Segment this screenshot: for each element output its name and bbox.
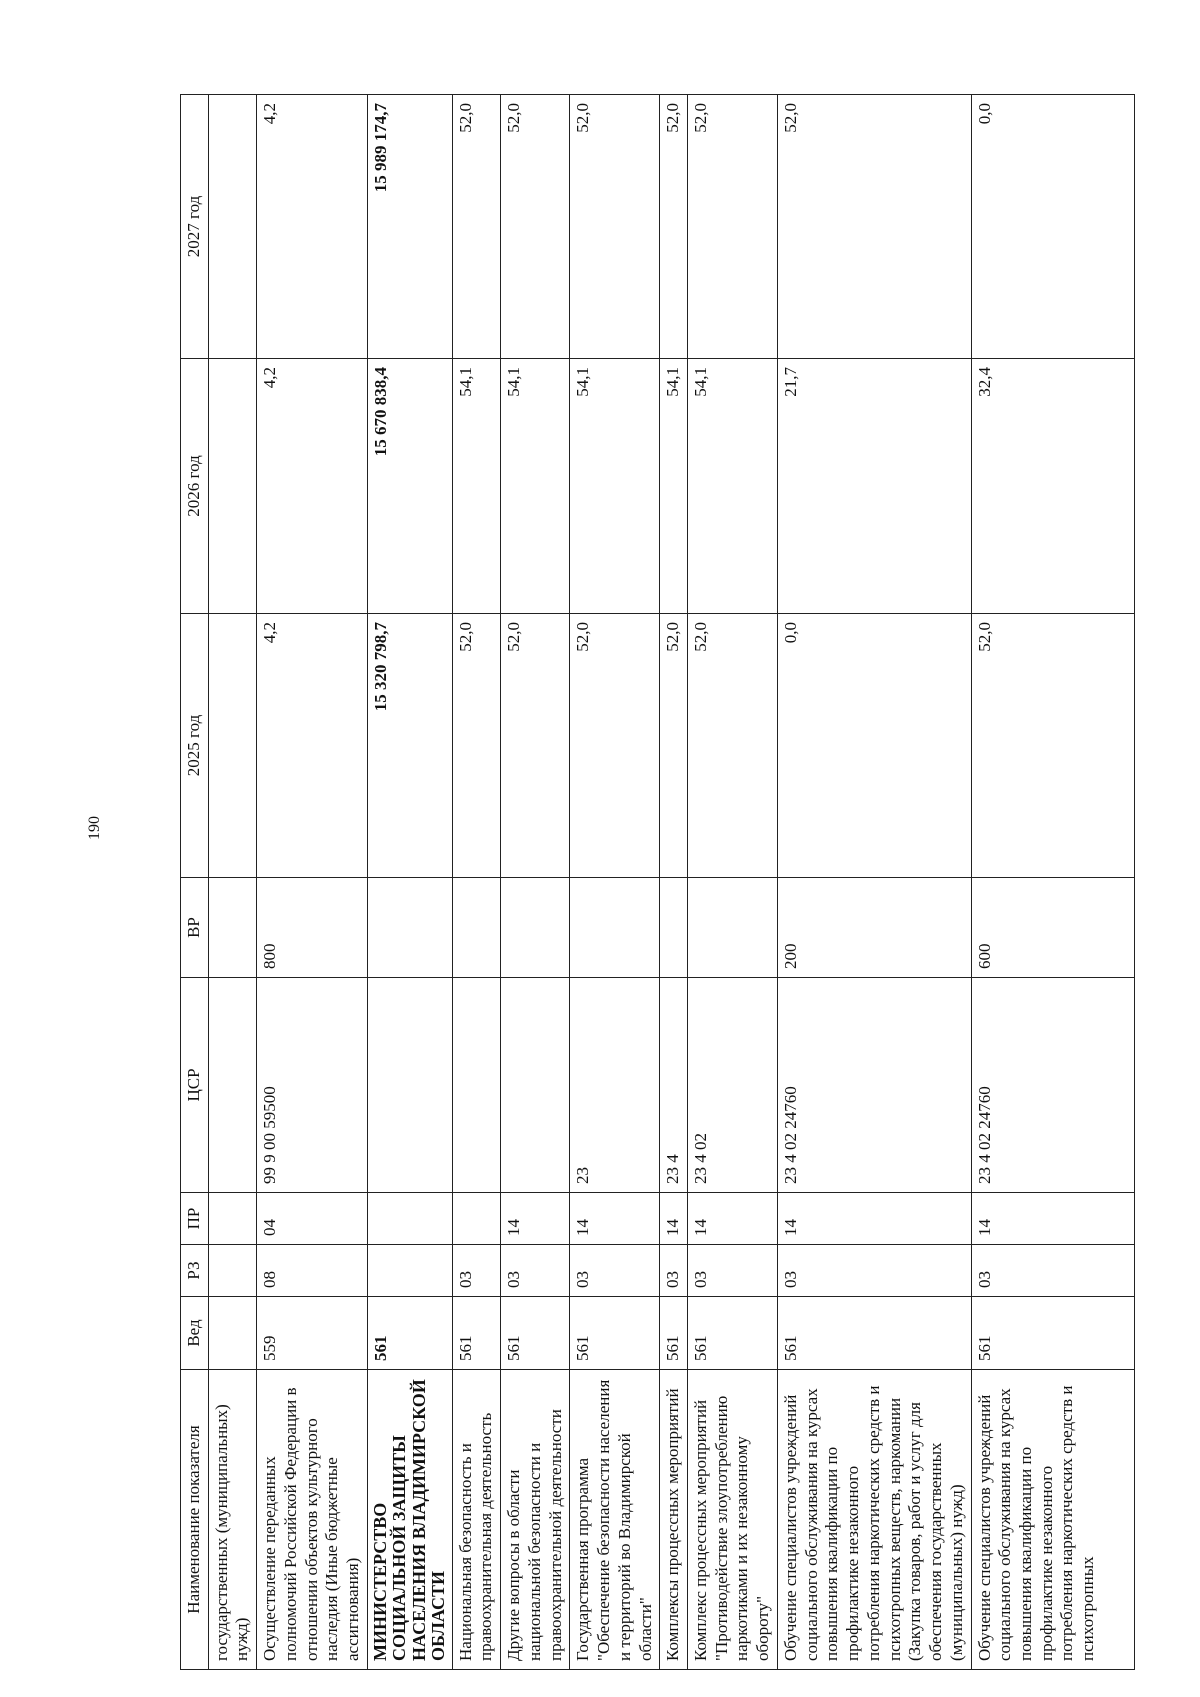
cell-y2025: 4,2 xyxy=(257,614,368,878)
header-2025: 2025 год xyxy=(181,614,209,878)
cell-y2026: 4,2 xyxy=(257,359,368,614)
cell-name: Комплекс процессных мероприятий "Противодействие злоупотреблению наркотиками и их незаконному обороту" xyxy=(687,1370,777,1670)
cell-name: МИНИСТЕРСТВО СОЦИАЛЬНОЙ ЗАЩИТЫ НАСЕЛЕНИЯ ВЛАДИМИРСКОЙ ОБЛАСТИ xyxy=(367,1370,452,1670)
table-row xyxy=(208,95,256,1670)
cell-csr: 23 4 02 24760 xyxy=(777,978,971,1193)
header-name: Наименование показателя xyxy=(181,1370,209,1670)
table-row xyxy=(257,95,368,1670)
cell-csr: 99 9 00 59500 xyxy=(257,978,368,1193)
cell-name: Обучение специалистов учреждений социального обслуживания на курсах повышения квалификации по профилактике незаконного потребления наркотических средств и психотропных xyxy=(971,1370,1134,1670)
cell-ved: 559 xyxy=(257,1297,368,1370)
cell-name: государственных (муниципальных) нужд) xyxy=(208,1370,256,1670)
cell-rz: 03 xyxy=(570,1245,660,1297)
cell-y2027: 52,0 xyxy=(777,95,971,359)
cell-pr: 04 xyxy=(257,1193,368,1245)
header-ved: Вед xyxy=(181,1297,209,1370)
cell-vr xyxy=(452,878,500,978)
cell-name: Государственная программа "Обеспечение безопасности населения и территорий во Владимирской области" xyxy=(570,1370,660,1670)
cell-y2027: 15 989 174,7 xyxy=(367,95,452,359)
cell-y2026: 54,1 xyxy=(687,359,777,614)
cell-vr xyxy=(570,878,660,978)
cell-csr xyxy=(501,978,570,1193)
cell-rz: 03 xyxy=(777,1245,971,1297)
cell-csr xyxy=(452,978,500,1193)
header-rz: РЗ xyxy=(181,1245,209,1297)
cell-name: Осуществление переданных полномочий Российской Федерации в отношении объектов культурного наследия (Иные бюджетные ассигнования) xyxy=(257,1370,368,1670)
cell-y2025 xyxy=(208,614,256,878)
cell-ved: 561 xyxy=(971,1297,1134,1370)
cell-y2027: 0,0 xyxy=(971,95,1134,359)
cell-y2027: 52,0 xyxy=(501,95,570,359)
cell-ved xyxy=(208,1297,256,1370)
cell-y2026: 54,1 xyxy=(660,359,688,614)
cell-y2025: 52,0 xyxy=(570,614,660,878)
cell-ved: 561 xyxy=(501,1297,570,1370)
cell-rz: 03 xyxy=(687,1245,777,1297)
cell-vr xyxy=(501,878,570,978)
cell-csr xyxy=(208,978,256,1193)
table-row xyxy=(971,95,1134,1670)
cell-rz: 03 xyxy=(660,1245,688,1297)
cell-y2025: 52,0 xyxy=(452,614,500,878)
cell-y2027 xyxy=(208,95,256,359)
table-row xyxy=(660,95,688,1670)
cell-y2027: 52,0 xyxy=(452,95,500,359)
cell-y2026: 21,7 xyxy=(777,359,971,614)
cell-pr: 14 xyxy=(660,1193,688,1245)
cell-csr xyxy=(367,978,452,1193)
cell-ved: 561 xyxy=(687,1297,777,1370)
cell-csr: 23 4 xyxy=(660,978,688,1193)
cell-ved: 561 xyxy=(570,1297,660,1370)
cell-y2026: 32,4 xyxy=(971,359,1134,614)
cell-pr: 14 xyxy=(570,1193,660,1245)
cell-vr xyxy=(687,878,777,978)
cell-ved: 561 xyxy=(367,1297,452,1370)
table-row xyxy=(777,95,971,1670)
cell-vr xyxy=(660,878,688,978)
cell-ved: 561 xyxy=(452,1297,500,1370)
cell-rz xyxy=(367,1245,452,1297)
cell-y2025: 52,0 xyxy=(971,614,1134,878)
cell-vr xyxy=(367,878,452,978)
cell-y2027: 52,0 xyxy=(570,95,660,359)
cell-csr: 23 4 02 24760 xyxy=(971,978,1134,1193)
cell-name: Обучение специалистов учреждений социального обслуживания на курсах повышения квалификации по профилактике незаконного потребления наркотических средств и психотропных веществ, наркомании (Закупка товаров, работ и услуг для обеспечения государственных (муниципальных) нужд) xyxy=(777,1370,971,1670)
cell-rz: 08 xyxy=(257,1245,368,1297)
header-pr: ПР xyxy=(181,1193,209,1245)
cell-vr: 600 xyxy=(971,878,1134,978)
cell-y2026: 54,1 xyxy=(452,359,500,614)
cell-y2025: 52,0 xyxy=(501,614,570,878)
cell-name: Комплексы процессных мероприятий xyxy=(660,1370,688,1670)
table-row xyxy=(367,95,452,1670)
cell-y2027: 4,2 xyxy=(257,95,368,359)
cell-pr xyxy=(367,1193,452,1245)
budget-table xyxy=(180,94,1135,1670)
cell-y2026 xyxy=(208,359,256,614)
cell-y2026: 15 670 838,4 xyxy=(367,359,452,614)
cell-pr: 14 xyxy=(501,1193,570,1245)
header-2027: 2027 год xyxy=(181,95,209,359)
cell-pr xyxy=(452,1193,500,1245)
table-row xyxy=(687,95,777,1670)
cell-y2026: 54,1 xyxy=(501,359,570,614)
cell-csr: 23 xyxy=(570,978,660,1193)
cell-y2025: 52,0 xyxy=(687,614,777,878)
table-row xyxy=(452,95,500,1670)
cell-pr: 14 xyxy=(971,1193,1134,1245)
cell-rz xyxy=(208,1245,256,1297)
header-csr: ЦСР xyxy=(181,978,209,1193)
cell-csr: 23 4 02 xyxy=(687,978,777,1193)
cell-y2025: 52,0 xyxy=(660,614,688,878)
cell-vr: 800 xyxy=(257,878,368,978)
cell-pr: 14 xyxy=(777,1193,971,1245)
cell-vr: 200 xyxy=(777,878,971,978)
cell-y2025: 15 320 798,7 xyxy=(367,614,452,878)
table-row xyxy=(501,95,570,1670)
cell-y2026: 54,1 xyxy=(570,359,660,614)
header-2026: 2026 год xyxy=(181,359,209,614)
header-vr: ВР xyxy=(181,878,209,978)
cell-ved: 561 xyxy=(660,1297,688,1370)
cell-y2027: 52,0 xyxy=(687,95,777,359)
cell-ved: 561 xyxy=(777,1297,971,1370)
cell-pr xyxy=(208,1193,256,1245)
cell-name: Национальная безопасность и правоохранительная деятельность xyxy=(452,1370,500,1670)
cell-name: Другие вопросы в области национальной безопасности и правоохранительной деятельности xyxy=(501,1370,570,1670)
cell-y2025: 0,0 xyxy=(777,614,971,878)
header-row xyxy=(181,95,209,1670)
cell-pr: 14 xyxy=(687,1193,777,1245)
page-number: 190 xyxy=(86,816,103,840)
table-row xyxy=(570,95,660,1670)
rotated-table-container xyxy=(180,95,1135,1670)
cell-vr xyxy=(208,878,256,978)
cell-rz: 03 xyxy=(452,1245,500,1297)
cell-rz: 03 xyxy=(971,1245,1134,1297)
cell-rz: 03 xyxy=(501,1245,570,1297)
cell-y2027: 52,0 xyxy=(660,95,688,359)
